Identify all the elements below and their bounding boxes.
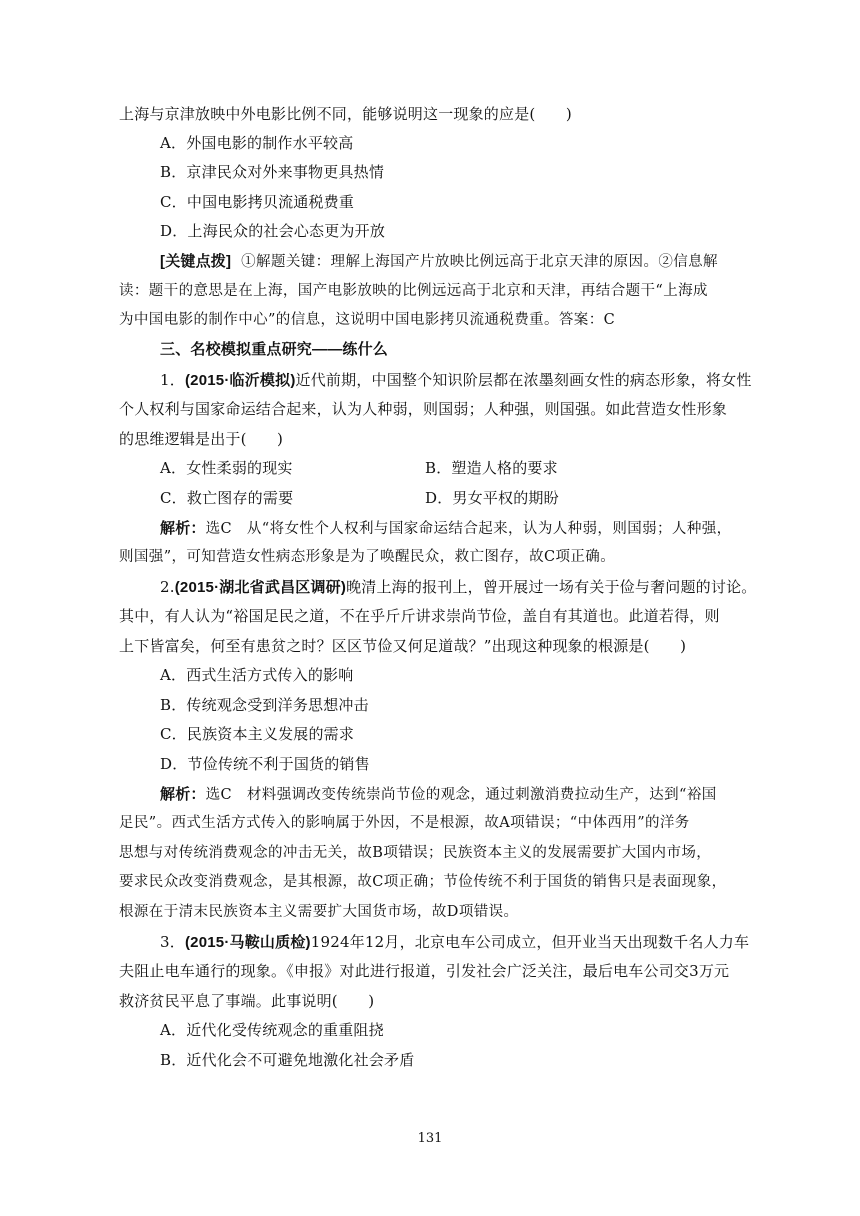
key-hint-text: 读：题干的意思是在上海，国产电影放映的比例远远高于北京和天津，再结合题干“上海成	[119, 283, 708, 299]
question-2-stem	[160, 577, 756, 598]
question-source: (2015·马鞍山质检)	[184, 934, 311, 951]
question-1-stem	[160, 370, 752, 391]
question-stem-line: 其中，有人认为“裕国足民之道，不在乎斤斤讲求崇尚节俭，盖自有其道也。此道若得，则	[119, 607, 720, 625]
option-c: C．中国电影拷贝流通税费重	[160, 193, 355, 211]
question-stem-line: 的思维逻辑是出于( )	[119, 430, 284, 448]
analysis-label: 解析：	[160, 520, 206, 537]
analysis-text: 根源在于清末民族资本主义需要扩大国货市场，故D项错误。	[119, 904, 519, 920]
option-c: C．民族资本主义发展的需求	[160, 725, 355, 743]
analysis-label: 解析：	[160, 786, 206, 803]
question-stem-line: 个人权利与国家命运结合起来，认为人种弱，则国弱；人种强，则国强。如此营造女性形象	[119, 400, 728, 418]
option-a: A．外国电影的制作水平较高	[160, 134, 354, 152]
analysis-text: 选C 材料强调改变传统崇尚节俭的观念，通过刺激消费拉动生产，达到“裕国	[205, 787, 717, 803]
option-d: D．节俭传统不利于国货的销售	[160, 755, 370, 773]
option-a: A．西式生活方式传入的影响	[160, 666, 354, 684]
key-hint-text: 为中国电影的制作中心”的信息，这说明中国电影拷贝流通税费重。答案：C	[119, 312, 616, 328]
key-hint-label: [关键点拨]	[160, 253, 232, 270]
question-stem-line: 救济贫民平息了事端。此事说明( )	[119, 992, 375, 1010]
option-b: B．近代化会不可避免地激化社会矛盾	[160, 1051, 415, 1069]
option-d: D．上海民众的社会心态更为开放	[160, 222, 386, 240]
analysis-text: 则国强”，可知营造女性病态形象是为了唤醒民众，救亡图存，故C项正确。	[119, 549, 616, 565]
option-b: B．传统观念受到洋务思想冲击	[160, 696, 369, 714]
question-3-stem	[160, 932, 749, 953]
option-b: B．塑造人格的要求	[425, 459, 558, 477]
key-hint-text: ①解题关键：理解上海国产片放映比例远高于北京天津的原因。②信息解	[241, 254, 718, 270]
question-number: 2.	[160, 578, 175, 596]
question-stem-line: 上下皆富矣，何至有患贫之时？区区节俭又何足道哉？”出现这种现象的根源是( )	[119, 637, 687, 655]
analysis-text: 要求民众改变消费观念，是其根源，故C项正确；节俭传统不利于国货的销售只是表面现象，	[119, 874, 727, 890]
option-d: D．男女平权的期盼	[425, 489, 559, 507]
key-hint-line	[160, 251, 718, 272]
analysis-line	[160, 784, 717, 805]
option-a: A．女性柔弱的现实	[160, 459, 293, 477]
question-stem-line: 上海与京津放映中外电影比例不同，能够说明这一现象的应是( )	[119, 105, 572, 123]
analysis-text: 思想与对传统消费观念的冲击无关，故B项错误；民族资本主义的发展需要扩大国内市场，	[119, 845, 712, 861]
analysis-line	[160, 518, 732, 539]
question-stem-text: 1924年12月，北京电车公司成立，但开业当天出现数千名人力车	[310, 933, 750, 951]
analysis-text: 选C 从“将女性个人权利与国家命运结合起来，认为人种弱，则国弱；人种强，	[205, 521, 732, 537]
question-stem-text: 晚清上海的报刊上，曾开展过一场有关于俭与奢问题的讨论。	[346, 578, 757, 596]
question-stem-line: 夫阻止电车通行的现象。《申报》对此进行报道，引发社会广泛关注，最后电车公司交3万元	[119, 962, 730, 980]
analysis-text: 足民”。西式生活方式传入的影响属于外因，不是根源，故A项错误；“中体西用”的洋务	[119, 815, 690, 831]
option-a: A．近代化受传统观念的重重阻挠	[160, 1021, 384, 1039]
question-source: (2015·临沂模拟)	[184, 372, 296, 389]
question-stem-text: 近代前期，中国整个知识阶层都在浓墨刻画女性的病态形象，将女性	[295, 371, 752, 389]
question-source: (2015·湖北省武昌区调研)	[174, 579, 347, 596]
question-number: 1．	[160, 371, 185, 389]
page-number: 131	[417, 1131, 443, 1146]
option-c: C．救亡图存的需要	[160, 489, 294, 507]
option-b: B．京津民众对外来事物更具热情	[160, 163, 385, 181]
section-heading: 三、名校模拟重点研究——练什么	[160, 341, 389, 358]
question-number: 3．	[160, 933, 185, 951]
